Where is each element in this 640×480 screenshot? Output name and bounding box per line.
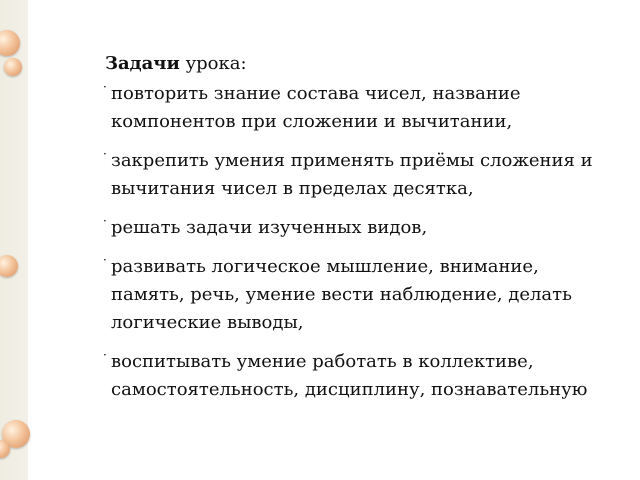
slide-title: [105, 50, 605, 78]
bullet-icon: ·: [103, 348, 107, 362]
title-bold: Задачи: [105, 53, 180, 74]
list-item: [105, 348, 605, 404]
title-rest: урока:: [179, 53, 247, 74]
list-item: [105, 80, 605, 136]
list-item-text: закрепить умения применять приёмы сложения и вычитания чисел в пределах десятка,: [111, 150, 593, 199]
list-item-text: воспитывать умение работать в коллективе, самостоятельность, дисциплину, познавательную: [111, 351, 588, 400]
bullet-icon: ·: [103, 253, 107, 267]
list-item-text: развивать логическое мышление, внимание, память, речь, умение вести наблюдение, делать логические выводы,: [111, 256, 572, 333]
list-item: [105, 214, 605, 242]
bead-decoration: [0, 30, 20, 56]
bead-decoration: [0, 255, 18, 277]
slide-content: [105, 50, 605, 415]
bullet-icon: ·: [103, 80, 107, 94]
list-item: [105, 253, 605, 337]
bead-decoration: [4, 58, 22, 76]
list-item-text: решать задачи изученных видов,: [111, 217, 428, 238]
list-item: [105, 147, 605, 203]
bullet-icon: ·: [103, 147, 107, 161]
decorative-margin: [0, 0, 28, 480]
bullet-icon: ·: [103, 214, 107, 228]
list-item-text: повторить знание состава чисел, название компонентов при сложении и вычитании,: [111, 83, 521, 132]
